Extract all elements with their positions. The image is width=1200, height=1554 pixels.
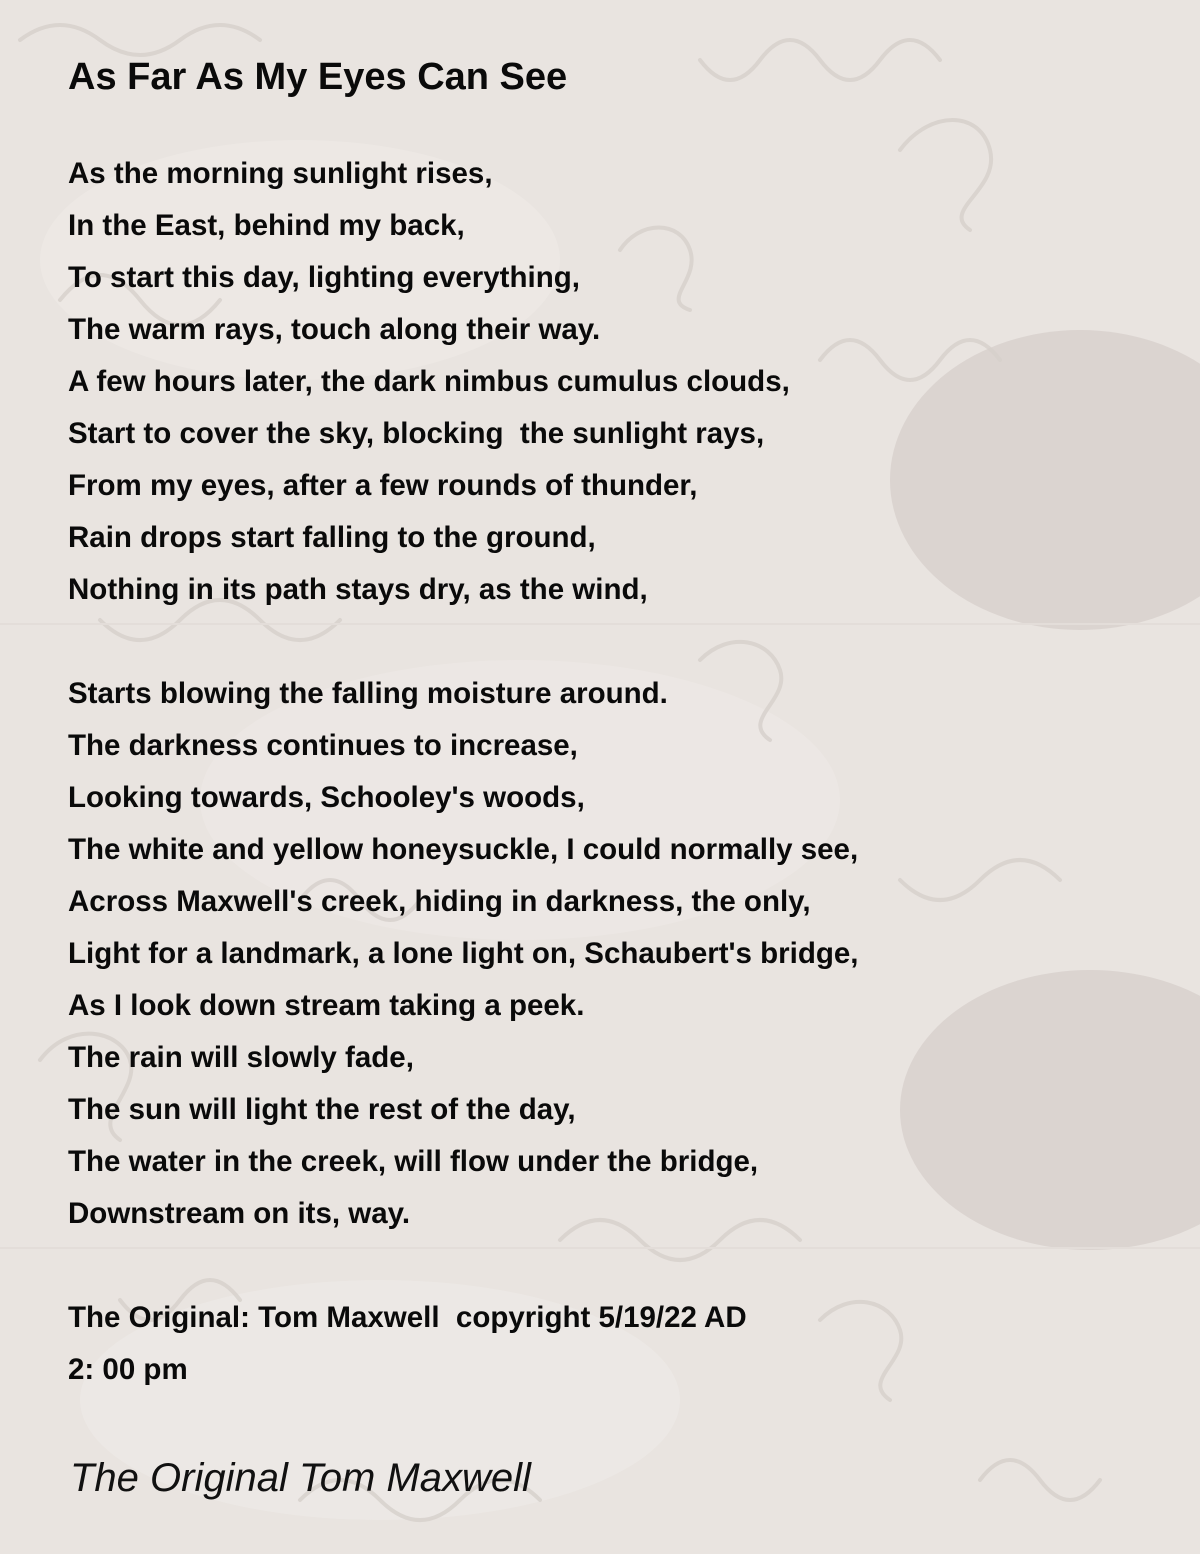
stanza-2 bbox=[68, 668, 859, 1240]
poem-line: The water in the creek, will flow under the bridge, bbox=[68, 1145, 759, 1178]
poem-line: The white and yellow honeysuckle, I could normally see, bbox=[68, 833, 859, 866]
copyright-line: The Original: Tom Maxwell copyright 5/19/22 AD bbox=[68, 1301, 747, 1334]
poem-line: As I look down stream taking a peek. bbox=[68, 989, 585, 1022]
poem-line: Rain drops start falling to the ground, bbox=[68, 521, 596, 554]
poem-line: The sun will light the rest of the day, bbox=[68, 1093, 576, 1126]
author-name[interactable]: The Original Tom Maxwell bbox=[70, 1456, 531, 1500]
poem-line: A few hours later, the dark nimbus cumulus clouds, bbox=[68, 365, 790, 398]
stanza-1 bbox=[68, 148, 790, 616]
poem-line: As the morning sunlight rises, bbox=[68, 157, 493, 190]
poem-line: From my eyes, after a few rounds of thunder, bbox=[68, 469, 698, 502]
poem-line: To start this day, lighting everything, bbox=[68, 261, 580, 294]
poem-line: Downstream on its, way. bbox=[68, 1197, 411, 1230]
poem-title: As Far As My Eyes Can See bbox=[68, 56, 568, 98]
time-line: 2: 00 pm bbox=[68, 1353, 188, 1386]
poem-line: In the East, behind my back, bbox=[68, 209, 465, 242]
poem-line: Light for a landmark, a lone light on, Schaubert's bridge, bbox=[68, 937, 859, 970]
copyright-note bbox=[68, 1292, 747, 1396]
poem-line: Across Maxwell's creek, hiding in darkness, the only, bbox=[68, 885, 811, 918]
poem-line: The darkness continues to increase, bbox=[68, 729, 578, 762]
poem-line: Nothing in its path stays dry, as the wind, bbox=[68, 573, 648, 606]
poem-line: Looking towards, Schooley's woods, bbox=[68, 781, 585, 814]
poem-line: Start to cover the sky, blocking the sunlight rays, bbox=[68, 417, 765, 450]
poem-line: The rain will slowly fade, bbox=[68, 1041, 414, 1074]
poem-line: Starts blowing the falling moisture around. bbox=[68, 677, 668, 710]
poem-line: The warm rays, touch along their way. bbox=[68, 313, 601, 346]
